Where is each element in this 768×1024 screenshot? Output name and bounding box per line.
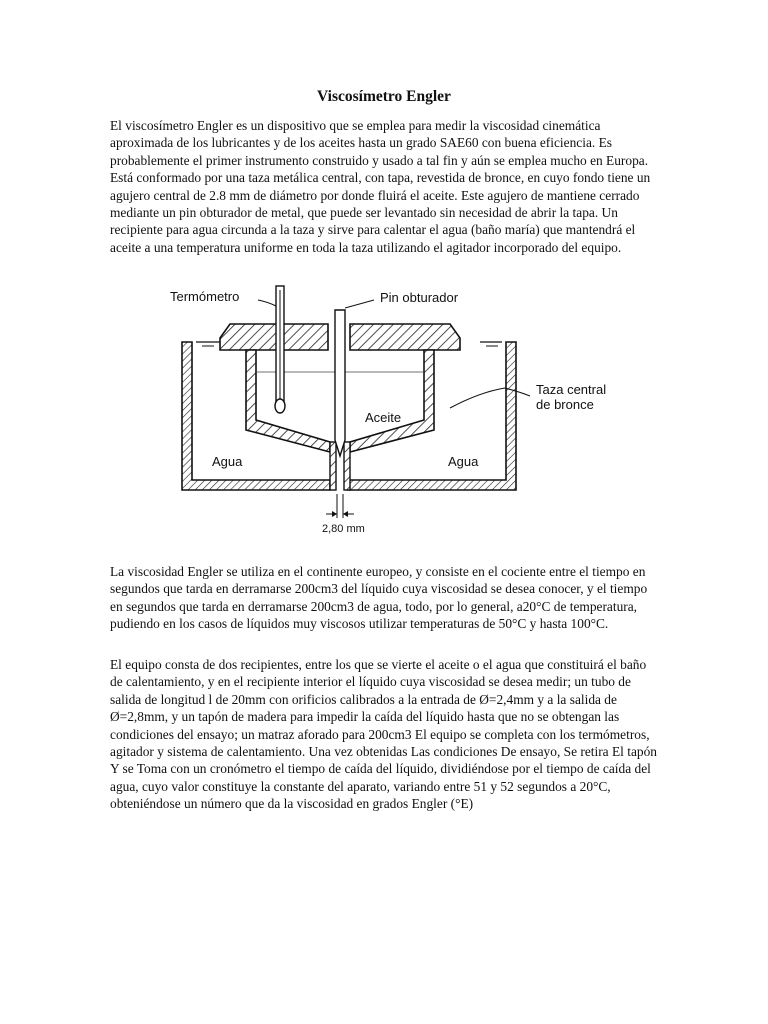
page-title: Viscosímetro Engler bbox=[317, 88, 451, 105]
lid bbox=[220, 324, 328, 350]
paragraph-engler-definition: La viscosidad Engler se utiliza en el continente europeo, y consiste en el cociente entre el tiempo en segundos que tarda en derramarse 200cm3 del líquido cuya viscosidad se desea conocer, y el tiempo en segundos que tarda en derramarse 200cm3 de agua, todo, por lo general, a20°C de temperatura, pudiendo en los casos de líquidos muy viscosos utilizar temperaturas de 50°C y hasta 100°C. bbox=[110, 564, 648, 632]
cup-wall-right bbox=[350, 350, 434, 452]
paragraph-equipment: El equipo consta de dos recipientes, entre los que se vierte el aceite o el agua que constituirá el baño de calentamiento, y en el recipiente interior el líquido cuya viscosidad se desea medir; un tubo de salida de longitud l de 20mm con orificios calibrados a la entrada de Ø=2,4mm y a la salida de Ø=2,8mm, y un tapón de madera para impedir la caída del líquido hasta que no se obtengan las condiciones del ensayo; un matraz aforado para 200cm3 El equipo se completa con los termómetros, agitador y sistema de calentamiento. Una vez obtenidas Las condiciones De ensayo, Se retira El tapón Y se Toma con un cronómetro el tiempo de caída del líquido, dividiéndose por el tiempo de caída del agua, cuyo valor constituye la constante del aparato, variando entre 51 y 52 segundos a 20°C, obteniéndose un número que da la viscosidad en grados Engler (°E) bbox=[110, 657, 657, 812]
label-oil: Aceite bbox=[365, 410, 402, 425]
label-water-right: Agua bbox=[448, 454, 479, 469]
label-thermometer: Termómetro bbox=[170, 289, 240, 304]
label-hole-dimension: 2,80 mm bbox=[322, 523, 365, 535]
lid-right bbox=[350, 324, 460, 350]
label-cup-line1: Taza central bbox=[536, 382, 607, 397]
label-cup-line2: de bronce bbox=[536, 397, 594, 412]
paragraph-intro: El viscosímetro Engler es un dispositivo que se emplea para medir la viscosidad cinemática aproximada de los lubricantes y de los aceites hasta un grado SAE60 con buena eficiencia. Es probablemente el primer instrumento construido y usado a tal fin y aún se emplea mucho en Europa. Está conformado por una taza metálica central, con tapa, revestida de bronce, en cuyo fondo tiene un agujero central de 2.8 mm de diámetro por donde fluirá el aceite. Este agujero de mantiene cerrado mediante un pin obturador de metal, que puede ser levantado sin necesidad de abrir la tapa. Un recipiente para agua circunda a la taza y sirve para calentar el agua (baño maría) que mantendrá el aceite a una temperatura uniforme en toda la taza utilizando el agitador incorporado del equipo. bbox=[110, 118, 651, 255]
label-pin: Pin obturador bbox=[380, 290, 459, 305]
label-water-left: Agua bbox=[212, 454, 243, 469]
pin-obturator bbox=[335, 310, 345, 456]
cup-wall-left bbox=[246, 350, 330, 452]
engler-viscometer-diagram bbox=[150, 280, 620, 538]
